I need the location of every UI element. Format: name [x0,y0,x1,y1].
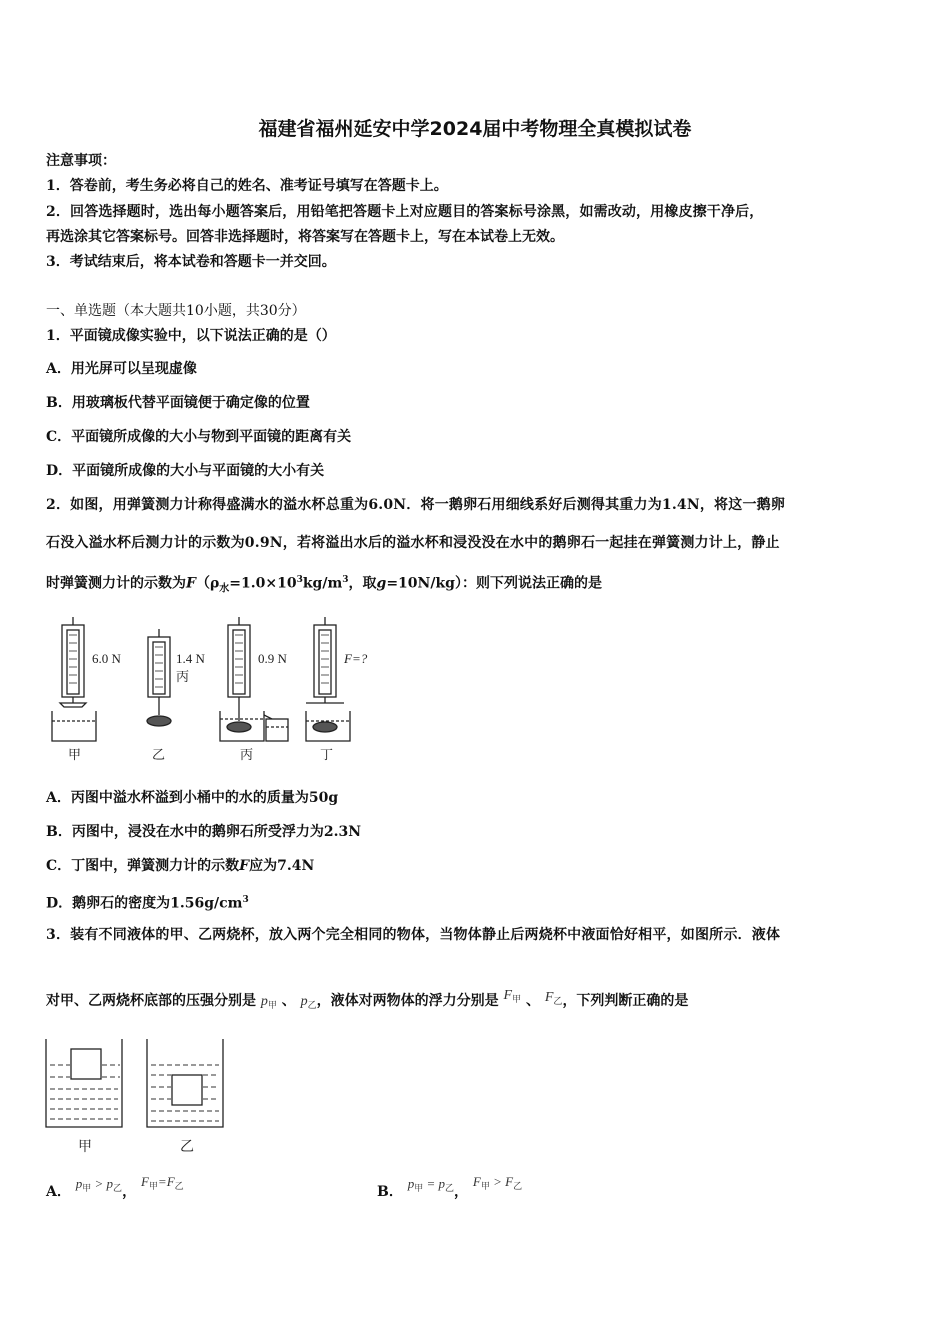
q2-option-a[interactable]: A．丙图中溢水杯溢到小桶中的水的质量为50g [46,790,339,806]
question-1-stem: 1．平面镜成像实验中，以下说法正确的是（） [46,328,336,344]
notice-item: 2．回答选择题时，选出每小题答案后，用铅笔把答题卡上对应题目的答案标号涂黑，如需改动，用橡皮擦干净后， [46,204,764,220]
q1-option-a[interactable]: A．用光屏可以呈现虚像 [46,361,197,377]
q2-option-b[interactable]: B．丙图中，浸没在水中的鹅卵石所受浮力为2.3N [46,824,361,840]
q1-option-b[interactable]: B．用玻璃板代替平面镜便于确定像的位置 [46,395,310,411]
beaker-figure [40,1035,240,1160]
figure-label: 乙 [152,747,166,762]
question-3-line: 对甲、乙两烧杯底部的压强分别是 $p_甲$ 、 $p_乙$，液体对两物体的浮力分别是 $F_甲$ 、 $F_乙$，下列判断正确的是 [46,988,689,1010]
reading-ding: F=? [344,651,368,666]
q1-option-d[interactable]: D．平面镜所成像的大小与平面镜的大小有关 [46,463,325,479]
figure-label: 甲 [68,747,82,762]
question-2-line: 时弹簧测力计的示数为$F(\rho_水=1.0\times 10^3kg/m^3$，取g=10N/kg）：则下列说法正确的是 [46,575,602,595]
notice-item: 3．考试结束后，将本试卷和答题卡一并交回。 [46,254,336,270]
section-heading: 一、单选题（本大题共10小题，共30分） [46,303,306,319]
q3-option-a[interactable]: A． $p_甲 > p_乙$， $F_甲=F_乙$ [46,1174,184,1200]
reading-extra: 丙 [176,669,190,684]
spring-scale-figure [40,615,390,765]
figure-label: 丙 [240,747,254,762]
page-title: 福建省福州延安中学2024届中考物理全真模拟试卷 [258,118,692,140]
q2-option-d[interactable]: D．鹅卵石的密度为$1.56g/cm^3$ [46,895,249,912]
notice-heading: 注意事项： [46,153,116,169]
q2-option-c[interactable]: C．丁图中，弹簧测力计的示数F应为7.4N [46,858,315,874]
beaker-label: 乙 [180,1140,194,1155]
q3-option-b[interactable]: B． $p_甲 = p_乙$， $F_甲 > F_乙$ [377,1174,523,1200]
notice-item: 再选涂其它答案标号。回答非选择题时，将答案写在答题卡上，写在本试卷上无效。 [46,229,564,245]
reading-bing: 0.9 N [258,651,287,666]
question-2-line: 2．如图，用弹簧测力计称得盛满水的溢水杯总重为6.0N．将一鹅卵石用细线系好后测得其重力为1.4N，将这一鹅卵 [46,497,786,513]
q1-option-c[interactable]: C．平面镜所成像的大小与物到平面镜的距离有关 [46,429,352,445]
figure-label: 丁 [320,747,334,762]
reading-yi: 1.4 N [176,651,205,666]
question-2-line: 石没入溢水杯后测力计的示数为0.9N，若将溢出水后的溢水杯和浸没没在水中的鹅卵石一起挂在弹簧测力计上，静止 [46,535,780,551]
question-3-line: 3．装有不同液体的甲、乙两烧杯，放入两个完全相同的物体，当物体静止后两烧杯中液面恰好相平，如图所示．液体 [46,927,781,943]
notice-item: 1．答卷前，考生务必将自己的姓名、准考证号填写在答题卡上。 [46,178,448,194]
reading-jia: 6.0 N [92,651,121,666]
beaker-label: 甲 [78,1140,92,1155]
